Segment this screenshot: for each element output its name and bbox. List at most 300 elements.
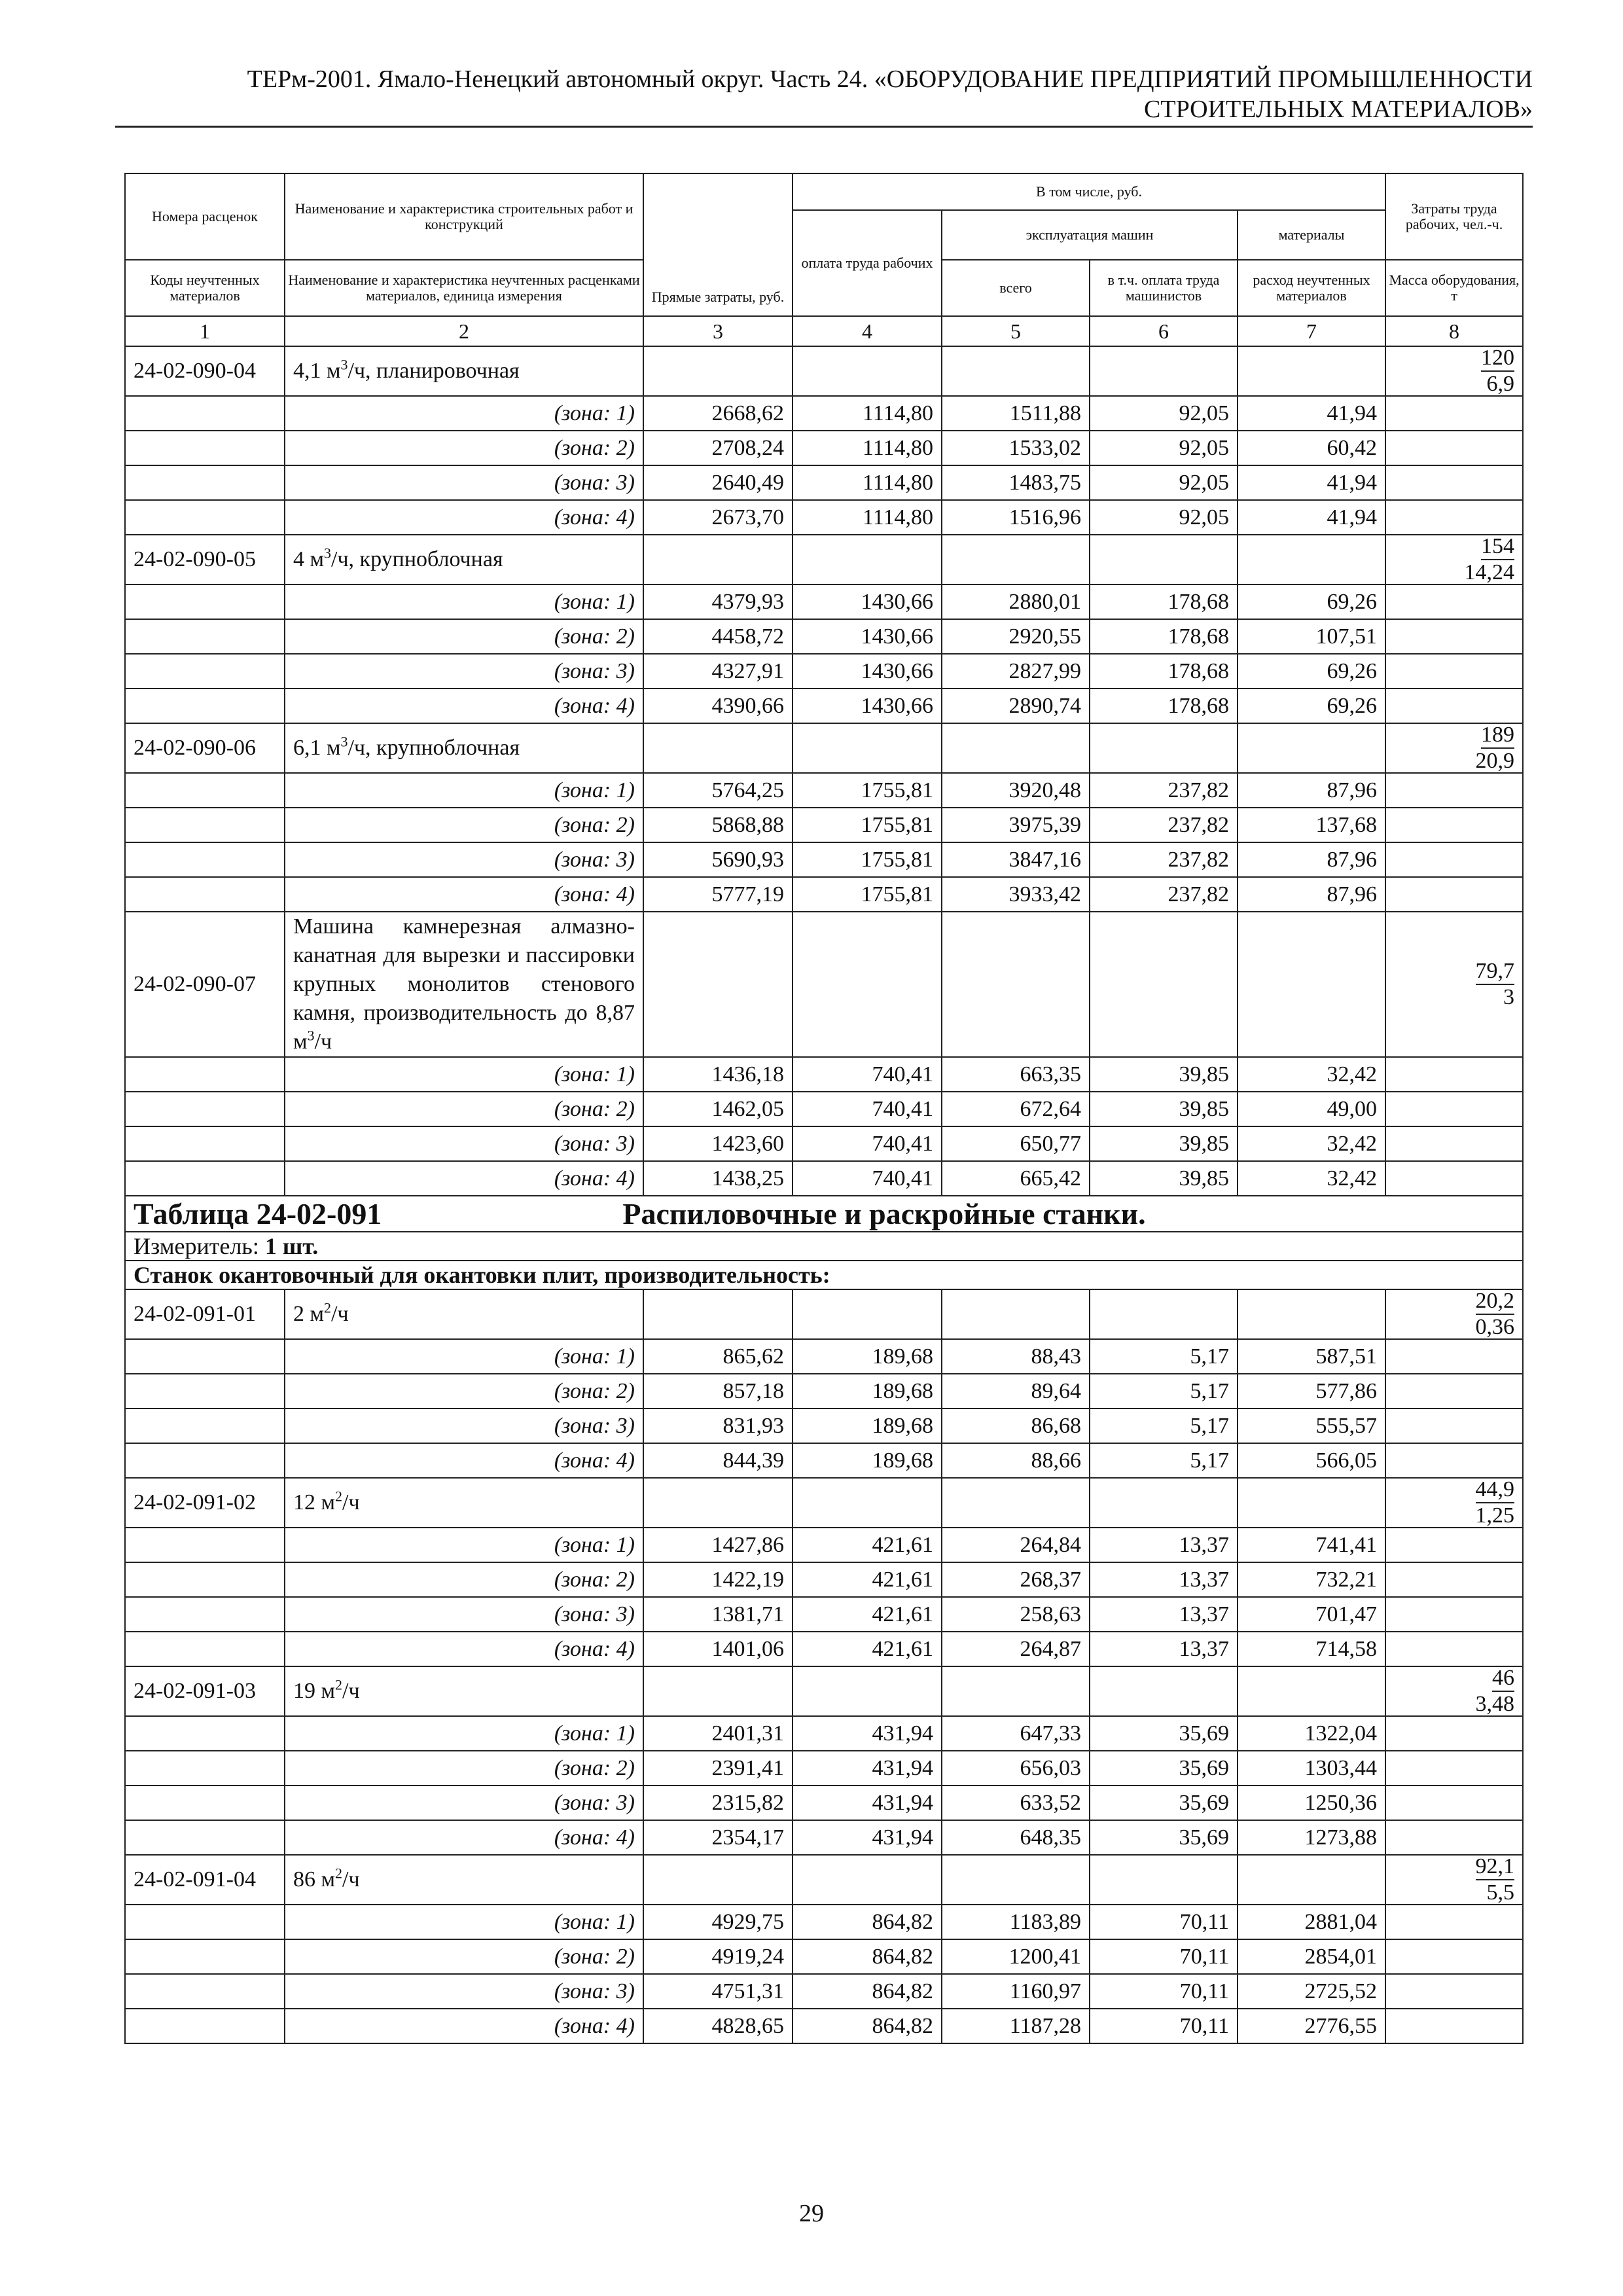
rate-name-cell <box>285 346 643 396</box>
col-number-5: 5 <box>942 316 1090 346</box>
included-header: В том числе, руб. <box>793 173 1385 210</box>
labor-pay: 1430,66 <box>793 584 942 619</box>
zone-row <box>125 1443 1523 1478</box>
machines-total: 648,35 <box>942 1820 1090 1855</box>
empty-cell <box>1238 535 1385 584</box>
empty-cell <box>125 1126 285 1161</box>
empty-cell <box>125 1597 285 1632</box>
zone-label: (зона: 1) <box>285 396 643 431</box>
machines-total: 1483,75 <box>942 465 1090 500</box>
labor-pay: 421,61 <box>793 1597 942 1632</box>
labor-hours: 44,9 <box>1476 1479 1515 1503</box>
machines-total: 3933,42 <box>942 877 1090 912</box>
machines-total: 656,03 <box>942 1751 1090 1785</box>
table-091-body <box>125 1289 1523 2043</box>
zone-row <box>125 2009 1523 2043</box>
operators-pay: 13,37 <box>1090 1597 1238 1632</box>
machines-total: 665,42 <box>942 1161 1090 1196</box>
machines-total: 86,68 <box>942 1408 1090 1443</box>
machines-total: 3920,48 <box>942 773 1090 808</box>
empty-cell <box>125 1408 285 1443</box>
operators-pay: 237,82 <box>1090 808 1238 842</box>
labor-pay: 189,68 <box>793 1339 942 1374</box>
price-table-sheet <box>124 173 1522 2044</box>
direct-cost: 844,39 <box>643 1443 793 1478</box>
empty-cell <box>1090 1666 1238 1716</box>
rate-code: 24-02-091-02 <box>125 1478 285 1528</box>
machines-total: 258,63 <box>942 1597 1090 1632</box>
zone-label: (зона: 1) <box>285 1057 643 1092</box>
labor-hours: 46 <box>1492 1667 1514 1692</box>
zone-row <box>125 1528 1523 1562</box>
machines-total: 1187,28 <box>942 2009 1090 2043</box>
unit-exponent: 2 <box>335 1865 343 1882</box>
materials-cost: 32,42 <box>1238 1057 1385 1092</box>
rate-title-row <box>125 1855 1523 1905</box>
labor-hours: 120 <box>1481 347 1514 372</box>
materials-cost: 555,57 <box>1238 1408 1385 1443</box>
rate-name-cell <box>285 912 643 1057</box>
table-title-row <box>125 1196 1523 1232</box>
zone-row <box>125 1126 1523 1161</box>
header-line-2: СТРОИТЕЛЬНЫХ МАТЕРИАЛОВ» <box>1144 96 1533 123</box>
rate-title-row <box>125 723 1523 773</box>
operators-pay: 70,11 <box>1090 1939 1238 1974</box>
rate-name: Машина камнерезная алмазно-канатная для вырезки и пассировки крупных монолитов стенового камня, производительность до 8,87 м <box>293 914 635 1054</box>
zone-label: (зона: 1) <box>285 584 643 619</box>
empty-cell <box>1385 1057 1523 1092</box>
zone-row <box>125 1597 1523 1632</box>
zone-row <box>125 1716 1523 1751</box>
rate-name-suffix: /ч <box>342 1490 360 1515</box>
materials-cost: 137,68 <box>1238 808 1385 842</box>
machines-total: 633,52 <box>942 1785 1090 1820</box>
zone-label: (зона: 4) <box>285 1443 643 1478</box>
empty-cell <box>1385 465 1523 500</box>
empty-cell <box>125 1751 285 1785</box>
rate-title-row <box>125 1289 1523 1339</box>
machines-total: 268,37 <box>942 1562 1090 1597</box>
operators-pay: 39,85 <box>1090 1057 1238 1092</box>
zone-row <box>125 1751 1523 1785</box>
header-rule <box>115 126 1533 128</box>
machines-total: 264,87 <box>942 1632 1090 1666</box>
equipment-mass: 0,36 <box>1475 1315 1515 1339</box>
materials-cost: 741,41 <box>1238 1528 1385 1562</box>
empty-cell <box>1090 346 1238 396</box>
empty-cell <box>1385 2009 1523 2043</box>
empty-cell <box>125 689 285 723</box>
direct-cost: 1462,05 <box>643 1092 793 1126</box>
empty-cell <box>1385 1161 1523 1196</box>
direct-cost: 2668,62 <box>643 396 793 431</box>
empty-cell <box>1090 1478 1238 1528</box>
empty-cell <box>1385 1974 1523 2009</box>
labor-pay: 431,94 <box>793 1785 942 1820</box>
col8-header-bottom: Масса оборудования, т <box>1385 260 1523 316</box>
zone-label: (зона: 4) <box>285 689 643 723</box>
zone-row <box>125 1939 1523 1974</box>
materials-header: материалы <box>1238 210 1385 260</box>
empty-cell <box>1385 1528 1523 1562</box>
empty-cell <box>643 535 793 584</box>
operators-pay: 35,69 <box>1090 1716 1238 1751</box>
direct-cost: 1438,25 <box>643 1161 793 1196</box>
table-subheading: Станок окантовочный для окантовки плит, производительность: <box>125 1261 1523 1289</box>
zone-row <box>125 396 1523 431</box>
machines-total: 3975,39 <box>942 808 1090 842</box>
zone-label: (зона: 4) <box>285 877 643 912</box>
rate-name-suffix: /ч <box>342 1679 360 1703</box>
labor-pay: 1114,80 <box>793 431 942 465</box>
col1-header-bottom: Коды неучтенных материалов <box>125 260 285 316</box>
direct-cost: 1427,86 <box>643 1528 793 1562</box>
direct-cost: 2315,82 <box>643 1785 793 1820</box>
empty-cell <box>942 1855 1090 1905</box>
direct-cost: 4379,93 <box>643 584 793 619</box>
empty-cell <box>125 619 285 654</box>
unit-exponent: 3 <box>340 733 348 750</box>
zone-row <box>125 1562 1523 1597</box>
empty-cell <box>1238 912 1385 1057</box>
empty-cell <box>1385 842 1523 877</box>
labor-pay: 1755,81 <box>793 877 942 912</box>
empty-cell <box>125 1443 285 1478</box>
zone-row <box>125 1905 1523 1939</box>
empty-cell <box>1385 1374 1523 1408</box>
machines-total: 2890,74 <box>942 689 1090 723</box>
operators-pay: 237,82 <box>1090 877 1238 912</box>
labor-pay: 740,41 <box>793 1126 942 1161</box>
running-header <box>115 64 1533 124</box>
materials-cost: 1250,36 <box>1238 1785 1385 1820</box>
zone-label: (зона: 4) <box>285 1161 643 1196</box>
operators-pay: 35,69 <box>1090 1820 1238 1855</box>
machines-total: 1511,88 <box>942 396 1090 431</box>
zone-row <box>125 1374 1523 1408</box>
zone-row <box>125 1092 1523 1126</box>
empty-cell <box>1385 689 1523 723</box>
machines-total: 88,66 <box>942 1443 1090 1478</box>
labor-pay: 1755,81 <box>793 773 942 808</box>
machines-total: 1183,89 <box>942 1905 1090 1939</box>
operators-pay: 13,37 <box>1090 1562 1238 1597</box>
empty-cell <box>1385 396 1523 431</box>
equipment-mass: 20,9 <box>1475 749 1515 773</box>
col1-header-top: Номера расценок <box>125 173 285 260</box>
labor-hours: 79,7 <box>1476 960 1515 985</box>
empty-cell <box>793 1289 942 1339</box>
zone-row <box>125 465 1523 500</box>
labor-pay: 1430,66 <box>793 654 942 689</box>
labor-pay: 421,61 <box>793 1632 942 1666</box>
empty-cell <box>1385 1751 1523 1785</box>
operators-pay: 70,11 <box>1090 1974 1238 2009</box>
empty-cell <box>1385 773 1523 808</box>
unit-exponent: 3 <box>340 356 348 373</box>
empty-cell <box>1090 912 1238 1057</box>
empty-cell <box>125 1339 285 1374</box>
price-table <box>124 173 1524 2044</box>
zone-row <box>125 877 1523 912</box>
equipment-mass: 1,25 <box>1475 1503 1515 1528</box>
labor-pay: 864,82 <box>793 2009 942 2043</box>
materials-cost: 32,42 <box>1238 1161 1385 1196</box>
empty-cell <box>942 1289 1090 1339</box>
machines-total: 2827,99 <box>942 654 1090 689</box>
empty-cell <box>1238 1478 1385 1528</box>
materials-cost: 69,26 <box>1238 654 1385 689</box>
materials-cost: 32,42 <box>1238 1126 1385 1161</box>
operators-pay: 92,05 <box>1090 465 1238 500</box>
col3-header: Прямые затраты, руб. <box>643 173 793 316</box>
empty-cell <box>125 431 285 465</box>
empty-cell <box>1385 1443 1523 1478</box>
direct-cost: 5868,88 <box>643 808 793 842</box>
labor-pay: 189,68 <box>793 1443 942 1478</box>
equipment-mass: 6,9 <box>1486 372 1515 396</box>
machines-total: 2920,55 <box>942 619 1090 654</box>
empty-cell <box>125 1092 285 1126</box>
zone-label: (зона: 2) <box>285 431 643 465</box>
empty-cell <box>1090 1855 1238 1905</box>
col-number-1: 1 <box>125 316 285 346</box>
rate-name: 4 м <box>293 547 325 571</box>
empty-cell <box>125 1905 285 1939</box>
equipment-mass: 14,24 <box>1464 560 1515 584</box>
rate-title-row <box>125 1478 1523 1528</box>
materials-cost: 2854,01 <box>1238 1939 1385 1974</box>
labor-mass-fraction <box>1385 1289 1523 1339</box>
empty-cell <box>125 1785 285 1820</box>
empty-cell <box>1385 1408 1523 1443</box>
materials-cost: 577,86 <box>1238 1374 1385 1408</box>
empty-cell <box>1385 619 1523 654</box>
labor-pay: 431,94 <box>793 1820 942 1855</box>
operators-pay: 92,05 <box>1090 431 1238 465</box>
labor-pay: 864,82 <box>793 1974 942 2009</box>
zone-row <box>125 1632 1523 1666</box>
materials-cost: 41,94 <box>1238 465 1385 500</box>
materials-cost: 69,26 <box>1238 689 1385 723</box>
rate-code: 24-02-091-04 <box>125 1855 285 1905</box>
empty-cell <box>643 1666 793 1716</box>
rate-code: 24-02-091-03 <box>125 1666 285 1716</box>
unit-exponent: 2 <box>324 1299 332 1316</box>
zone-row <box>125 842 1523 877</box>
empty-cell <box>125 1528 285 1562</box>
zone-label: (зона: 1) <box>285 1339 643 1374</box>
zone-label: (зона: 3) <box>285 1597 643 1632</box>
empty-cell <box>125 773 285 808</box>
empty-cell <box>793 1666 942 1716</box>
zone-row <box>125 1785 1523 1820</box>
machines-total: 2880,01 <box>942 584 1090 619</box>
meter-row <box>125 1232 1523 1261</box>
direct-cost: 4828,65 <box>643 2009 793 2043</box>
empty-cell <box>942 535 1090 584</box>
zone-label: (зона: 3) <box>285 842 643 877</box>
operators-pay: 39,85 <box>1090 1092 1238 1126</box>
labor-mass-fraction <box>1385 1478 1523 1528</box>
empty-cell <box>643 1855 793 1905</box>
empty-cell <box>125 465 285 500</box>
rate-name-suffix: /ч <box>331 1302 349 1326</box>
empty-cell <box>793 1855 942 1905</box>
rate-name: 6,1 м <box>293 736 341 760</box>
zone-label: (зона: 2) <box>285 1562 643 1597</box>
labor-pay: 740,41 <box>793 1057 942 1092</box>
direct-cost: 1422,19 <box>643 1562 793 1597</box>
labor-hours: 92,1 <box>1476 1856 1515 1880</box>
zone-row <box>125 619 1523 654</box>
empty-cell <box>1385 1820 1523 1855</box>
empty-cell <box>1385 1716 1523 1751</box>
labor-mass-fraction <box>1385 723 1523 773</box>
labor-mass-fraction <box>1385 912 1523 1057</box>
direct-cost: 1423,60 <box>643 1126 793 1161</box>
zone-label: (зона: 2) <box>285 1939 643 1974</box>
direct-cost: 1436,18 <box>643 1057 793 1092</box>
machines-total: 88,43 <box>942 1339 1090 1374</box>
operators-pay: 70,11 <box>1090 2009 1238 2043</box>
rate-name-cell <box>285 1289 643 1339</box>
zone-row <box>125 689 1523 723</box>
machines-total: 647,33 <box>942 1716 1090 1751</box>
rate-name-suffix: /ч <box>342 1867 360 1892</box>
rate-name-cell <box>285 1855 643 1905</box>
labor-hours: 20,2 <box>1476 1290 1515 1315</box>
machines-total: 1516,96 <box>942 500 1090 535</box>
zone-row <box>125 1339 1523 1374</box>
operators-pay: 178,68 <box>1090 619 1238 654</box>
operators-pay: 237,82 <box>1090 842 1238 877</box>
empty-cell <box>1385 500 1523 535</box>
empty-cell <box>643 346 793 396</box>
meter-label: Измеритель: <box>134 1233 259 1259</box>
materials-cost: 2776,55 <box>1238 2009 1385 2043</box>
materials-cost: 714,58 <box>1238 1632 1385 1666</box>
empty-cell <box>1385 1632 1523 1666</box>
col2-header-bottom: Наименование и характеристика неучтенных расценками материалов, единица измерения <box>285 260 643 316</box>
empty-cell <box>1385 1785 1523 1820</box>
empty-cell <box>1385 808 1523 842</box>
rate-title-row <box>125 912 1523 1057</box>
operators-pay: 13,37 <box>1090 1632 1238 1666</box>
zone-label: (зона: 2) <box>285 1751 643 1785</box>
direct-cost: 5690,93 <box>643 842 793 877</box>
empty-cell <box>125 1057 285 1092</box>
empty-cell <box>125 1820 285 1855</box>
operators-pay: 5,17 <box>1090 1408 1238 1443</box>
col2-header-top: Наименование и характеристика строительных работ и конструкций <box>285 173 643 260</box>
direct-cost: 2391,41 <box>643 1751 793 1785</box>
machines-total: 3847,16 <box>942 842 1090 877</box>
labor-pay: 421,61 <box>793 1528 942 1562</box>
empty-cell <box>1090 723 1238 773</box>
rate-title-row <box>125 535 1523 584</box>
rate-name: 4,1 м <box>293 359 341 383</box>
direct-cost: 5777,19 <box>643 877 793 912</box>
materials-cost: 732,21 <box>1238 1562 1385 1597</box>
empty-cell <box>125 654 285 689</box>
labor-pay: 421,61 <box>793 1562 942 1597</box>
unit-exponent: 2 <box>335 1488 343 1505</box>
materials-cost: 41,94 <box>1238 500 1385 535</box>
zone-label: (зона: 4) <box>285 500 643 535</box>
col5-header: всего <box>942 260 1090 316</box>
direct-cost: 4751,31 <box>643 1974 793 2009</box>
empty-cell <box>1238 1289 1385 1339</box>
equipment-mass: 3,48 <box>1475 1692 1515 1716</box>
zone-label: (зона: 1) <box>285 1716 643 1751</box>
empty-cell <box>1385 1092 1523 1126</box>
empty-cell <box>1385 1562 1523 1597</box>
labor-pay: 1755,81 <box>793 808 942 842</box>
rate-code: 24-02-090-06 <box>125 723 285 773</box>
materials-cost: 69,26 <box>1238 584 1385 619</box>
col8-header-top: Затраты труда рабочих, чел.-ч. <box>1385 173 1523 260</box>
zone-label: (зона: 3) <box>285 465 643 500</box>
empty-cell <box>125 396 285 431</box>
rate-name-suffix: /ч, планировочная <box>348 359 520 383</box>
empty-cell <box>125 1374 285 1408</box>
empty-cell <box>1090 535 1238 584</box>
zone-label: (зона: 4) <box>285 1820 643 1855</box>
empty-cell <box>942 346 1090 396</box>
machines-total: 1160,97 <box>942 1974 1090 2009</box>
zone-row <box>125 584 1523 619</box>
zone-row <box>125 1161 1523 1196</box>
zone-label: (зона: 3) <box>285 1126 643 1161</box>
col-number-6: 6 <box>1090 316 1238 346</box>
materials-cost: 49,00 <box>1238 1092 1385 1126</box>
table-caption: Распиловочные и раскройные станки. <box>622 1197 1146 1230</box>
table-091-heading <box>125 1196 1523 1289</box>
operators-pay: 178,68 <box>1090 654 1238 689</box>
labor-hours: 189 <box>1481 724 1514 749</box>
empty-cell <box>643 723 793 773</box>
zone-row <box>125 1408 1523 1443</box>
empty-cell <box>125 1562 285 1597</box>
labor-pay: 1114,80 <box>793 396 942 431</box>
operators-pay: 178,68 <box>1090 584 1238 619</box>
machines-total: 1533,02 <box>942 431 1090 465</box>
zone-row <box>125 1820 1523 1855</box>
equipment-mass: 3 <box>1503 985 1515 1009</box>
labor-pay: 1114,80 <box>793 500 942 535</box>
zone-label: (зона: 3) <box>285 1408 643 1443</box>
zone-label: (зона: 1) <box>285 1905 643 1939</box>
table-title: Таблица 24-02-091 <box>134 1197 382 1230</box>
machines-total: 89,64 <box>942 1374 1090 1408</box>
machines-total: 1200,41 <box>942 1939 1090 1974</box>
materials-cost: 87,96 <box>1238 842 1385 877</box>
rate-name-cell <box>285 1478 643 1528</box>
zone-label: (зона: 1) <box>285 1528 643 1562</box>
direct-cost: 4458,72 <box>643 619 793 654</box>
empty-cell <box>125 584 285 619</box>
operators-pay: 5,17 <box>1090 1339 1238 1374</box>
materials-cost: 2881,04 <box>1238 1905 1385 1939</box>
labor-mass-fraction <box>1385 346 1523 396</box>
rate-name-cell <box>285 535 643 584</box>
rate-code: 24-02-091-01 <box>125 1289 285 1339</box>
rate-name: 86 м <box>293 1867 336 1892</box>
rate-title-row <box>125 346 1523 396</box>
empty-cell <box>643 1289 793 1339</box>
labor-hours: 154 <box>1481 535 1514 560</box>
